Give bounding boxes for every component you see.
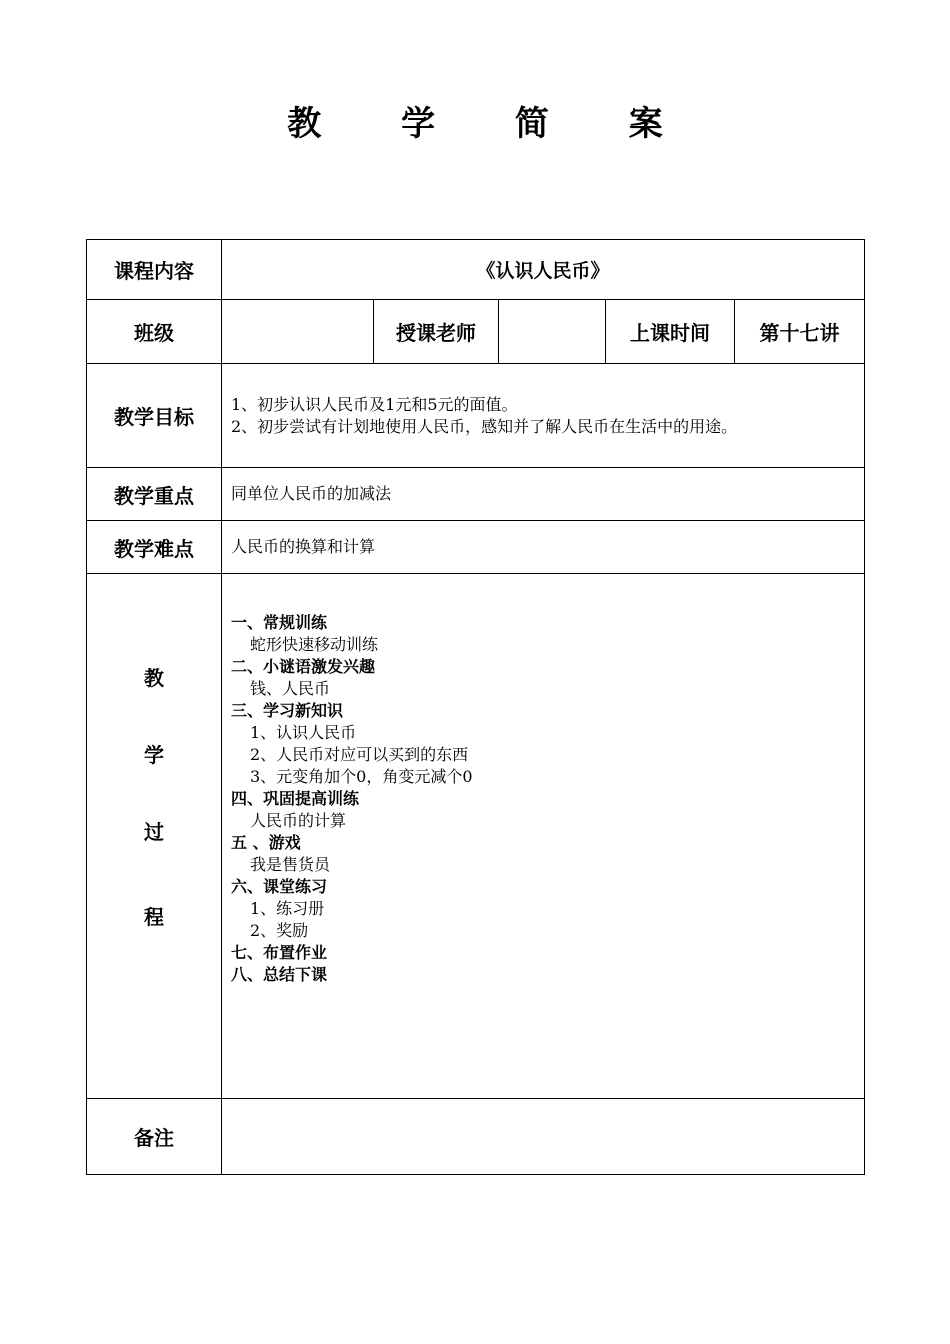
time-value: 第十七讲 bbox=[735, 300, 865, 364]
class-row bbox=[87, 300, 865, 364]
process-heading: 一、常规训练 bbox=[231, 613, 328, 632]
process-heading: 五 、游戏 bbox=[231, 833, 301, 852]
course-title: 《认识人民币》 bbox=[222, 240, 865, 300]
process-item: 人民币的计算 bbox=[250, 811, 347, 830]
process-label bbox=[87, 574, 222, 1099]
process-item: 钱、人民币 bbox=[250, 679, 331, 698]
course-row bbox=[87, 240, 865, 300]
notes-row bbox=[87, 1099, 865, 1175]
process-label-char: 学 bbox=[144, 743, 164, 767]
difficulties-row bbox=[87, 521, 865, 574]
notes-value bbox=[222, 1099, 865, 1175]
difficulties-value: 人民币的换算和计算 bbox=[222, 521, 865, 574]
goals-label: 教学目标 bbox=[87, 364, 222, 468]
key-points-label: 教学重点 bbox=[87, 468, 222, 521]
process-item: 1、练习册 bbox=[250, 899, 325, 918]
process-label-char: 程 bbox=[144, 905, 164, 929]
teacher-label: 授课老师 bbox=[374, 300, 499, 364]
process-heading: 八、总结下课 bbox=[231, 965, 328, 984]
process-label-char: 过 bbox=[144, 820, 164, 844]
goals-content bbox=[222, 364, 865, 468]
process-item: 3、元变角加个0，角变元减个0 bbox=[250, 767, 473, 786]
process-heading: 二、小谜语激发兴趣 bbox=[231, 657, 376, 676]
key-points-value: 同单位人民币的加减法 bbox=[222, 468, 865, 521]
process-item: 蛇形快速移动训练 bbox=[250, 635, 379, 654]
page-title: 教 学 简 案 bbox=[287, 104, 697, 144]
course-label: 课程内容 bbox=[87, 240, 222, 300]
process-heading: 四、巩固提高训练 bbox=[231, 789, 360, 808]
process-heading: 三、学习新知识 bbox=[231, 701, 344, 720]
goal-item: 1、初步认识人民币及1元和5元的面值。 bbox=[231, 394, 518, 414]
process-content bbox=[222, 574, 865, 1099]
process-label-char: 教 bbox=[144, 666, 164, 690]
goal-item: 2、初步尝试有计划地使用人民币，感知并了解人民币在生活中的用途。 bbox=[231, 416, 738, 436]
teacher-value bbox=[499, 300, 606, 364]
process-row bbox=[87, 574, 865, 1099]
difficulties-label: 教学难点 bbox=[87, 521, 222, 574]
notes-label: 备注 bbox=[87, 1099, 222, 1175]
process-item: 2、人民币对应可以买到的东西 bbox=[250, 745, 469, 764]
process-heading: 七、布置作业 bbox=[231, 943, 328, 962]
time-label: 上课时间 bbox=[606, 300, 735, 364]
goals-row bbox=[87, 364, 865, 468]
key-points-row bbox=[87, 468, 865, 521]
class-label: 班级 bbox=[87, 300, 222, 364]
lesson-plan-table bbox=[86, 239, 865, 1175]
process-item: 1、认识人民币 bbox=[250, 723, 357, 742]
process-item: 2、奖励 bbox=[250, 921, 309, 940]
process-heading: 六、课堂练习 bbox=[231, 877, 328, 896]
class-value bbox=[222, 300, 374, 364]
process-item: 我是售货员 bbox=[250, 855, 331, 874]
